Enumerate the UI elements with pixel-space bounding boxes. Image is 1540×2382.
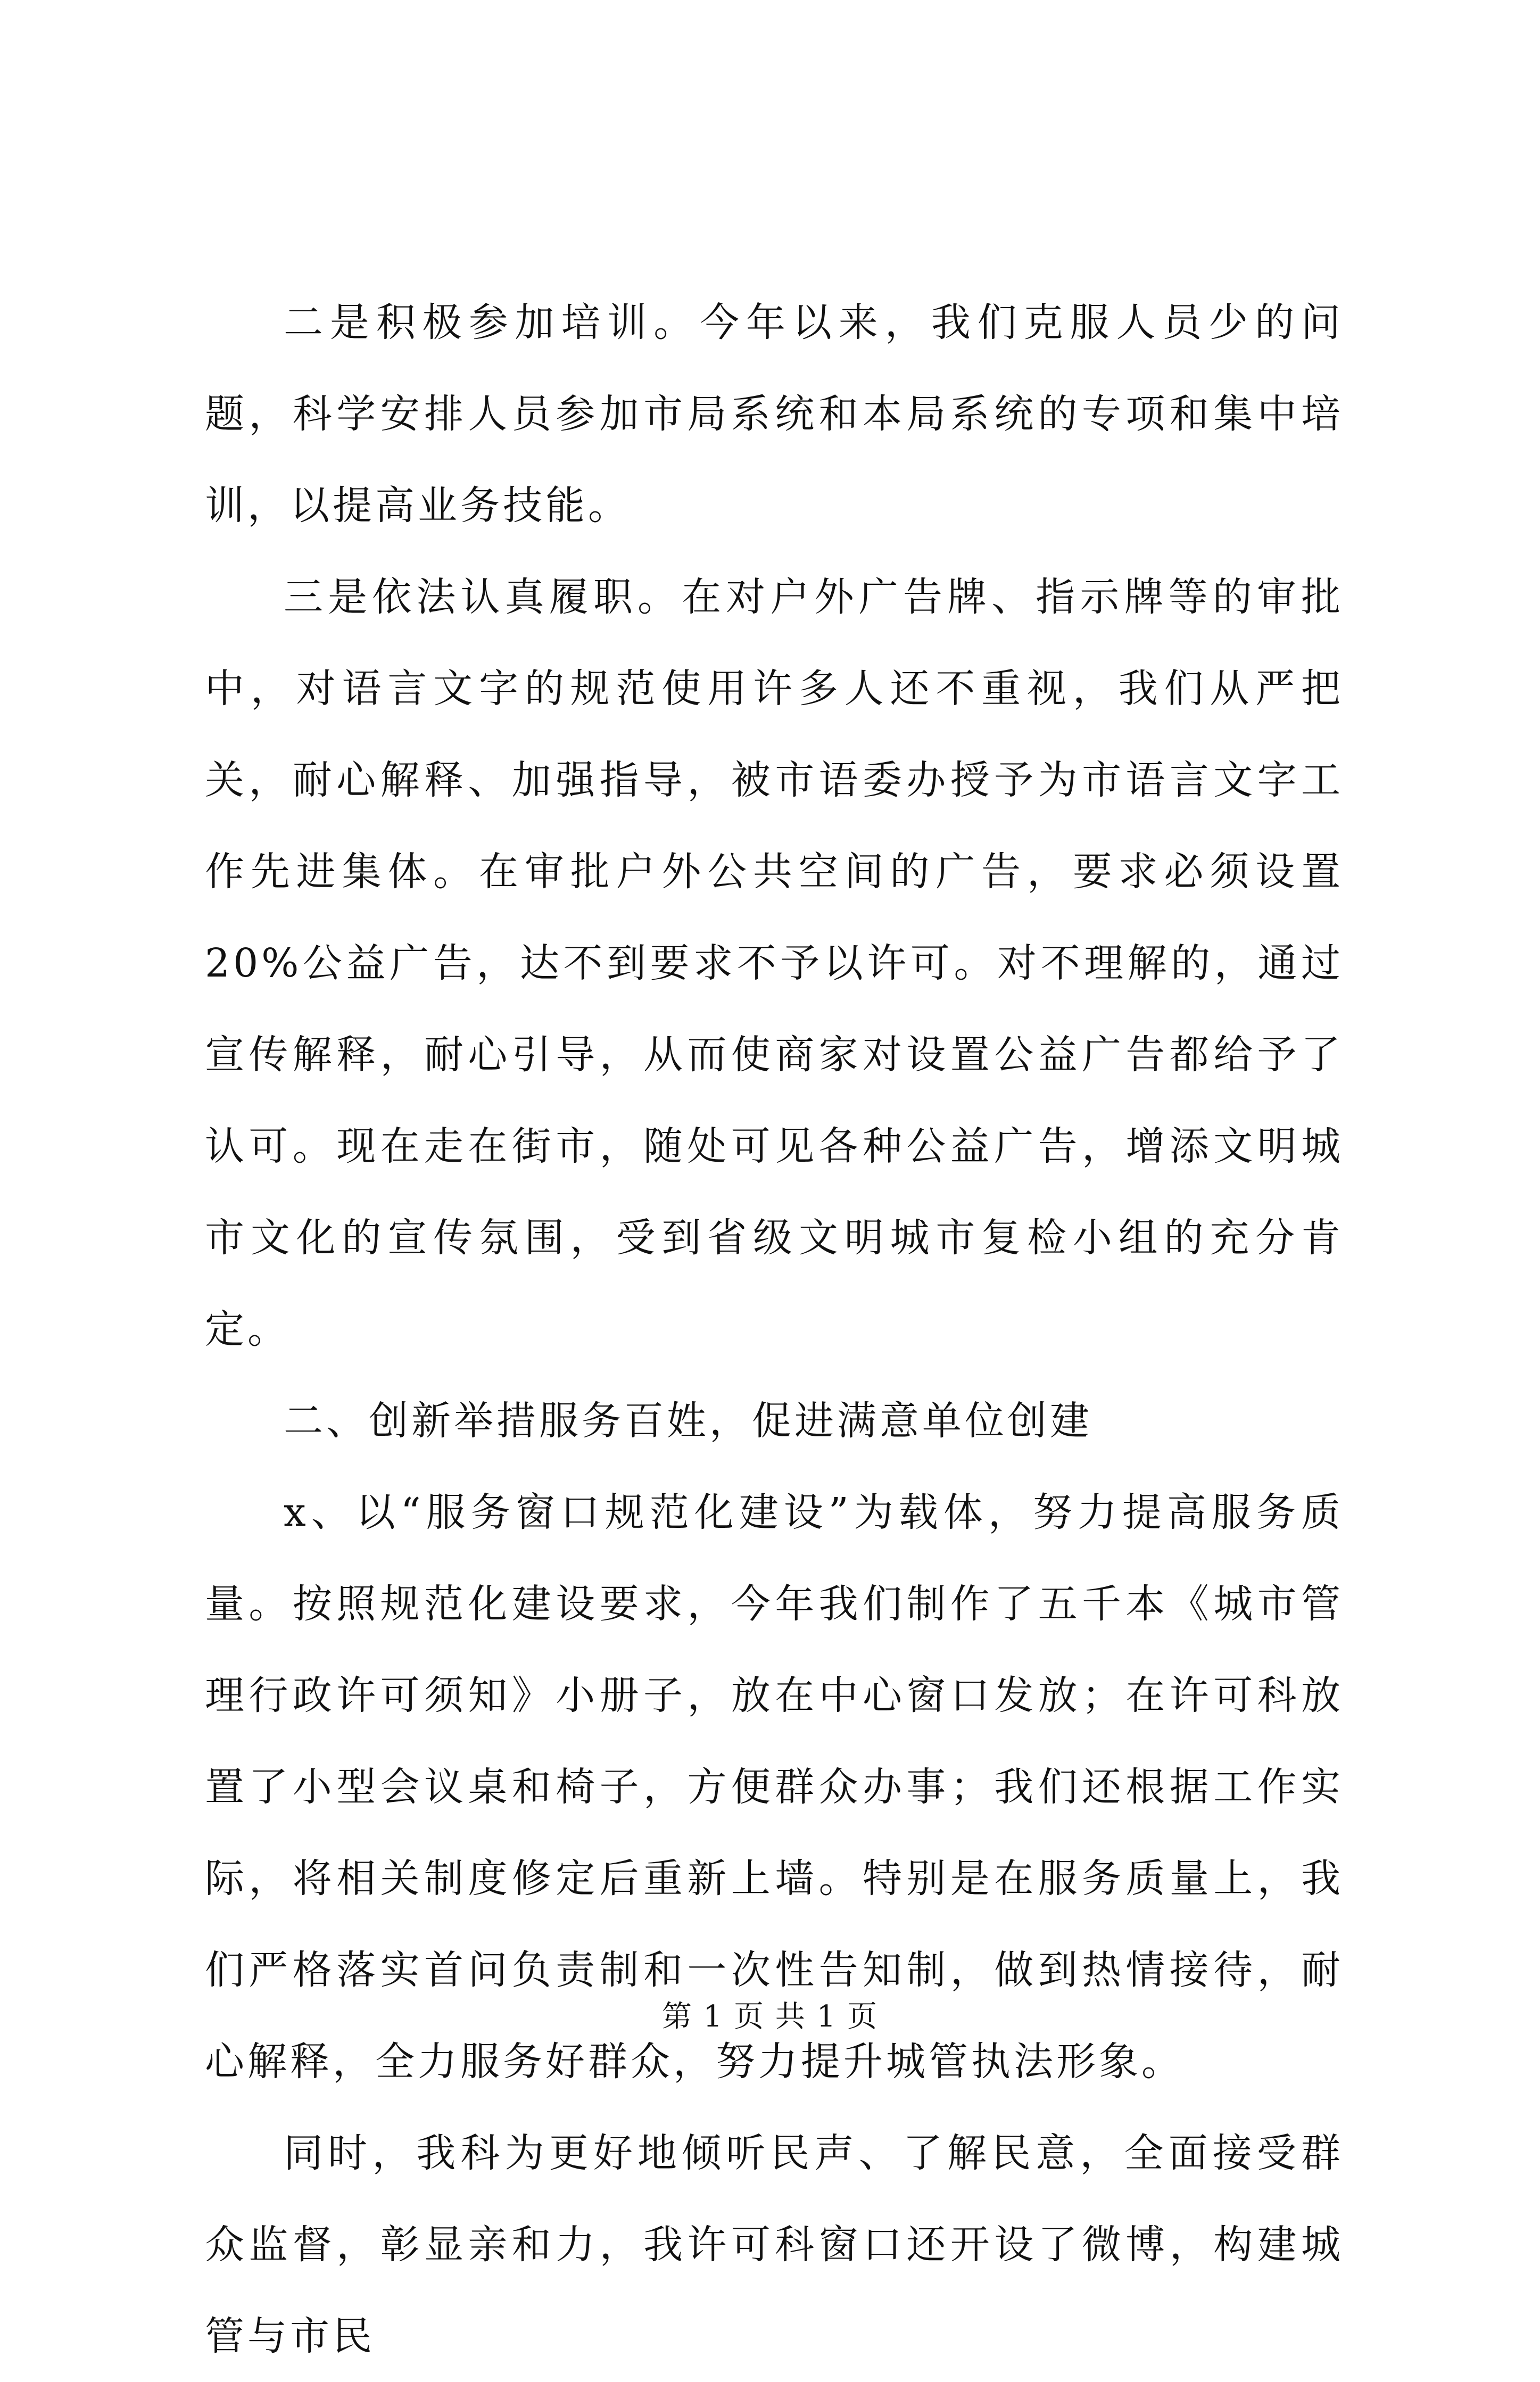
paragraph-training: 二是积极参加培训。今年以来，我们克服人员少的问题，科学安排人员参加市局系统和本局系统的专项和集中培训，以提高业务技能。 xyxy=(205,300,1344,528)
paragraph-service-window: x、以“服务窗口规范化建设”为载体，努力提高服务质量。按照规范化建设要求，今年我们制作了五千本《城市管理行政许可须知》小册子，放在中心窗口发放；在许可科放置了小型会议桌和椅子，方便群众办事；我们还根据工作实际，将相关制度修定后重新上墙。特别是在服务质量上，我们严格落实首问负责制和一次性告知制，做到热情接待，耐心解释，全力服务好群众，努力提升城管执法形象。 xyxy=(205,1490,1344,2085)
section-heading: 二、创新举措服务百姓，促进满意单位创建 xyxy=(284,1398,1092,1444)
paragraph-duty: 三是依法认真履职。在对户外广告牌、指示牌等的审批中，对语言文字的规范使用许多人还不重视，我们从严把关，耐心解释、加强指导，被市语委办授予为市语言文字工作先进集体。在审批户外公共空间的广告，要求必须设置20%公益广告，达不到要求不予以许可。对不理解的，通过宣传解释，耐心引导，从而使商家对设置公益广告都给予了认可。现在走在街市，随处可见各种公益广告，增添文明城市文化的宣传氛围，受到省级文明城市复检小组的充分肯定。 xyxy=(205,574,1344,1352)
document-body xyxy=(205,277,1344,2382)
paragraph-weibo: 同时，我科为更好地倾听民声、了解民意，全面接受群众监督，彰显亲和力，我许可科窗口还开设了微博，构建城管与市民 xyxy=(205,2130,1344,2359)
page-footer: 第 1 页 共 1 页 xyxy=(661,1999,879,2034)
